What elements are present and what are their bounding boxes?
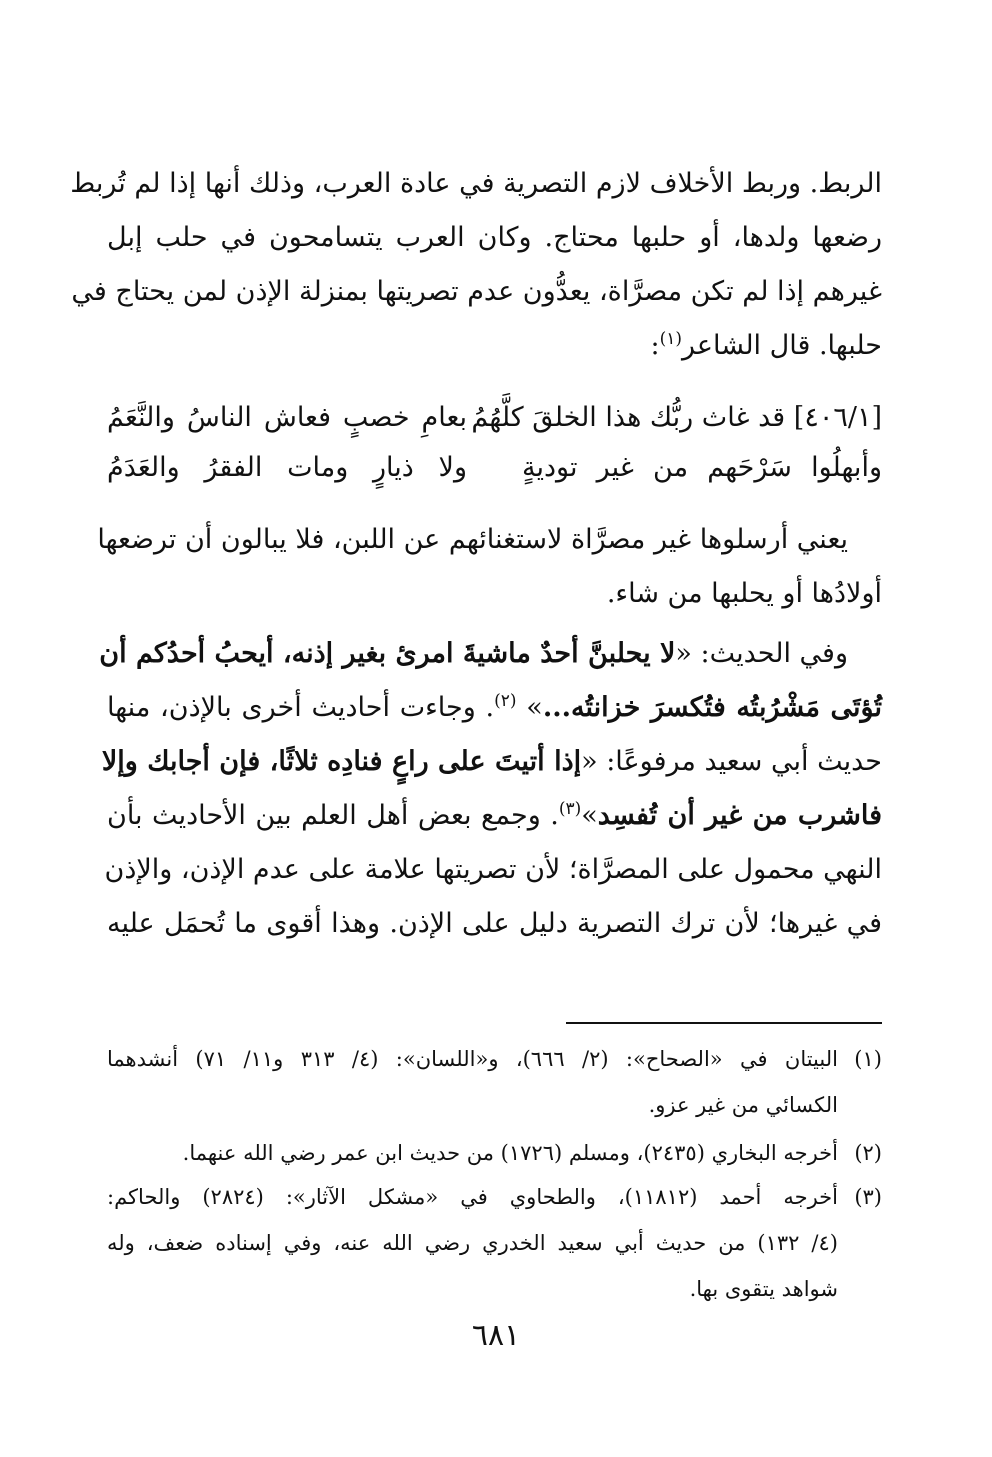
verse-line-2 — [107, 448, 882, 488]
text-line: يعني أرسلوها غير مصرَّاة لاستغنائهم عن اللبن، فلا يبالون أن ترضعها — [97, 524, 848, 555]
verse-hemistich-first: وأبهلُوا سَرْحَهم من غير توديةٍ — [522, 452, 882, 483]
footnote-number: (٢) — [854, 1141, 882, 1165]
footnote-1 — [107, 1042, 882, 1076]
footnote-text: أخرجه أحمد (١١٨١٢)، والطحاوي في «مشكل الآثار»: (٢٨٢٤) والحاكم: — [107, 1185, 838, 1209]
text-line: غيرهم إذا لم تكن مصرَّاة، يعدُّون عدم تصريتها بمنزلة الإذن لمن يحتاج في — [71, 276, 882, 307]
footnote-number: (٣) — [854, 1185, 882, 1209]
verse-hemistich-second: ولا ذيارٍ ومات الفقرُ والعَدَمُ — [107, 452, 467, 483]
text-line: الربط. وربط الأخلاف لازم التصرية في عادة العرب، وذلك أنها إذا لم تُربط — [70, 168, 882, 199]
text-span: » — [581, 800, 598, 831]
footnote-3 — [107, 1180, 882, 1214]
footnote-separator — [566, 1022, 882, 1024]
text-line — [107, 688, 882, 728]
text-line — [101, 742, 882, 782]
verse-line-1 — [107, 398, 882, 438]
verse-hemistich-first — [471, 398, 882, 438]
text-span: . وجاءت أحاديث أخرى بالإذن، منها — [107, 692, 495, 723]
footnote-2 — [107, 1136, 882, 1170]
footnote-number: (١) — [854, 1047, 882, 1071]
footnote-ref-3: (٣) — [558, 799, 582, 819]
hadith-text: فاشرب من غير أن تُفسِد — [597, 800, 882, 831]
hadith-text: تُؤتَى مَشْرُبتُه فتُكسرَ خزانتُه... — [542, 692, 882, 723]
text-line: في غيرها؛ لأن ترك التصرية دليل على الإذن. وهذا أقوى ما تُحمَل عليه — [107, 908, 882, 939]
footnote-3-continued: شواهد يتقوى بها. — [689, 1277, 838, 1301]
hadith-text: لا يحلبنَّ أحدٌ ماشيةَ امرئ بغير إذنه، أيحبُ أحدُكم أن — [99, 638, 676, 669]
text-span: وفي الحديث: « — [675, 638, 848, 669]
text-line: أولادُها أو يحلبها من شاء. — [606, 578, 882, 609]
text-line: النهي محمول على المصرَّاة؛ لأن تصريتها علامة على عدم الإذن، والإذن — [104, 854, 882, 885]
text-span: حديث أبي سعيد مرفوعًا: « — [581, 746, 882, 777]
footnote-ref-2: (٢) — [494, 691, 517, 711]
text-line — [107, 796, 882, 836]
footnote-ref-1: (١) — [659, 329, 682, 349]
footnote-1-continued: الكسائي من غير عزو. — [648, 1093, 838, 1117]
page-number: ٦٨١ — [471, 1318, 521, 1353]
text-span: » — [526, 692, 543, 723]
footnote-text: البيتان في «الصحاح»: (٢/ ٦٦٦)، و«اللسان»: (٤/ ٣١٣ و١١/ ٧١) أنشدهما — [107, 1047, 838, 1071]
footnote-3-continued: (٤/ ١٣٢) من حديث أبي سعيد الخدري رضي الله عنه، وفي إسناده ضعف، وله — [107, 1231, 838, 1255]
footnote-text: أخرجه البخاري (٢٤٣٥)، ومسلم (١٧٢٦) من حديث ابن عمر رضي الله عنهما. — [182, 1141, 838, 1165]
verse-hemistich-second: بعامِ خصبٍ فعاش الناسُ والنَّعَمُ — [107, 402, 467, 433]
verse-text: قد غاث ربُّك هذا الخلقَ كلَّهُمُ — [471, 402, 786, 433]
text-span: . وجمع بعض أهل العلم بين الأحاديث بأن — [107, 800, 559, 831]
text-line: رضعها ولدها، أو حلبها محتاج. وكان العرب يتسامحون في حلب إبل — [107, 222, 882, 253]
text-line — [107, 326, 882, 366]
text-span: : — [650, 330, 660, 361]
verse-reference: [٤٠٦/١] — [793, 402, 882, 433]
hadith-text: إذا أتيتَ على راعٍ فنادِه ثلاثًا، فإن أجابك وإلا — [101, 746, 582, 777]
text-line — [99, 634, 882, 674]
text-span: حلبها. قال الشاعر — [682, 330, 882, 361]
